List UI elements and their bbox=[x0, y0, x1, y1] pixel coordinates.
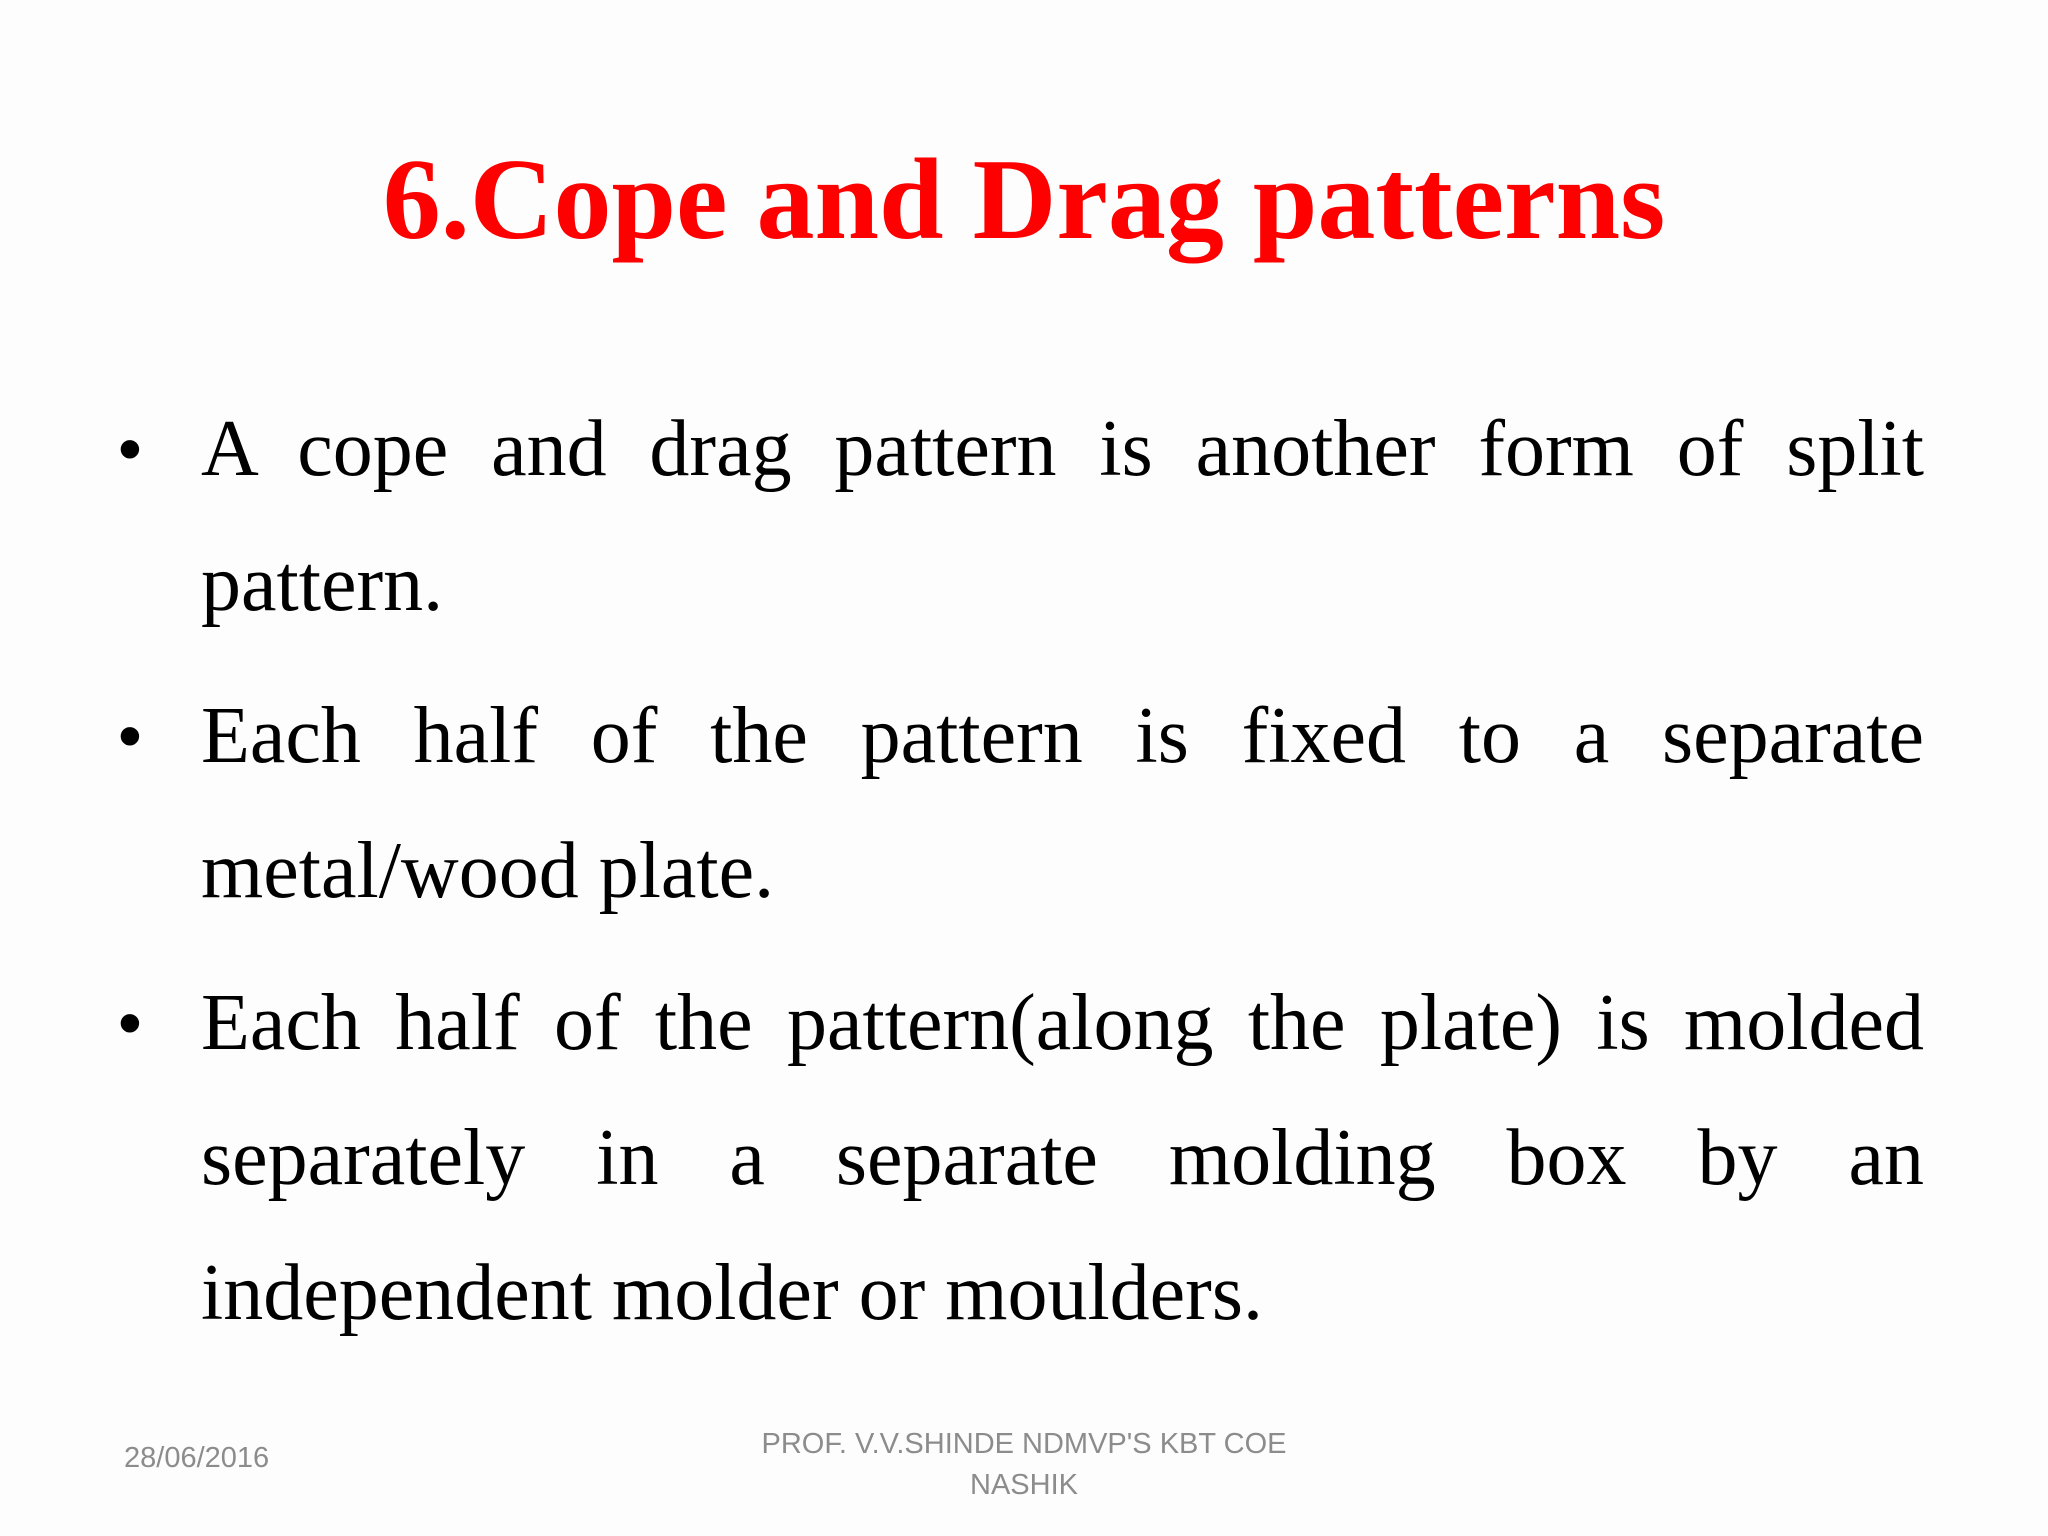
bullet-icon: • bbox=[118, 985, 142, 1061]
footer-author-line-2: NASHIK bbox=[970, 1469, 1078, 1501]
bullet-icon: • bbox=[118, 411, 142, 487]
bullet-text: Each half of the pattern is fixed to a separate metal/wood plate. bbox=[201, 692, 1924, 915]
footer-author bbox=[724, 1424, 1324, 1506]
bullet-text: Each half of the pattern(along the plate) is molded separately in a separate molding box by an independent molder or moulders. bbox=[201, 979, 1924, 1337]
bullet-list bbox=[118, 382, 1924, 1378]
slide-title: 6.Cope and Drag patterns bbox=[382, 136, 1666, 264]
bullet-text: A cope and drag pattern is another form of split pattern. bbox=[201, 405, 1924, 628]
bullet-item-1 bbox=[118, 382, 1924, 652]
footer-date: 28/06/2016 bbox=[124, 1442, 270, 1474]
bullet-item-2 bbox=[118, 669, 1924, 939]
footer-author-line-1: PROF. V.V.SHINDE NDMVP'S KBT COE bbox=[761, 1428, 1287, 1460]
bullet-item-3 bbox=[118, 956, 1924, 1361]
bullet-icon: • bbox=[118, 698, 142, 774]
